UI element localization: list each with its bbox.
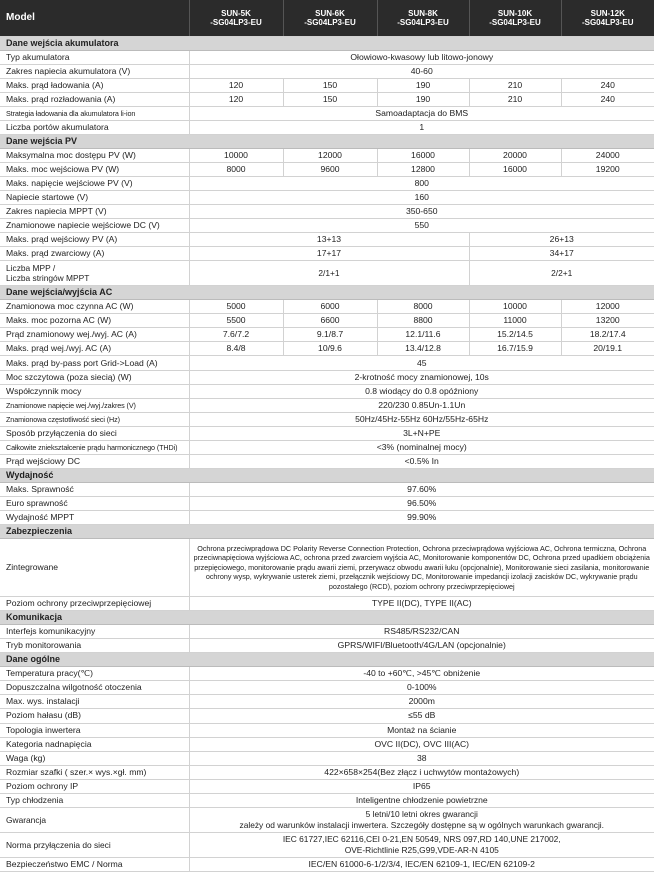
spec-label: Poziom ochrony IP bbox=[0, 779, 189, 793]
spec-value: 5500 bbox=[189, 314, 283, 328]
section-title: Komunikacja bbox=[0, 611, 654, 625]
spec-label: Liczba portów akumulatora bbox=[0, 120, 189, 134]
spec-label: Typ chłodzenia bbox=[0, 793, 189, 807]
spec-label: Prąd wejściowy DC bbox=[0, 454, 189, 468]
section-header-row bbox=[0, 36, 654, 50]
spec-row bbox=[0, 78, 654, 92]
spec-value: Samoadaptacja do BMS bbox=[189, 106, 654, 120]
spec-label: Zintegrowane bbox=[0, 539, 189, 597]
spec-value: 50Hz/45Hz-55Hz 60Hz/55Hz-65Hz bbox=[189, 412, 654, 426]
spec-label: Euro sprawność bbox=[0, 496, 189, 510]
spec-label: Strategia ładowania dla akumulatora li-ion bbox=[0, 106, 189, 120]
spec-value: 26+13 bbox=[469, 233, 654, 247]
spec-value: 2000m bbox=[189, 695, 654, 709]
spec-value: Ochrona przeciwprądowa DC Polarity Reverse Connection Protection, Ochrona przeciwprądowa wyjściowa AC, Ochrona termiczna, Ochrona przeciwnapięciowa wyjściowa AC, ochrona przed zwarciem wyjścia AC, Monitorowanie komponentów DC, Ochrona przed upadkiem obciążenia przepięciowego, monitorowanie prądu awarii ziemi, przerywacz obwodu awarii łuku (opcjonalnie), Monitorowanie sieci zasilania, monitorowanie ochrony wysp, wykrywanie usterek ziemi, przełącznik wejściowy DC, Monitorowanie impedancji izolacji zacisków DC, wykrywanie prądu pozostałego (RCD), poziom ochrony przeciwprzepięciowej bbox=[189, 539, 654, 597]
spec-row bbox=[0, 64, 654, 78]
spec-row bbox=[0, 737, 654, 751]
spec-row bbox=[0, 120, 654, 134]
spec-value: <3% (nominalnej mocy) bbox=[189, 440, 654, 454]
spec-label: Prąd znamionowy wej./wyj. AC (A) bbox=[0, 328, 189, 342]
spec-value: 6000 bbox=[283, 300, 377, 314]
spec-label: Interfejs komunikacyjny bbox=[0, 625, 189, 639]
spec-row bbox=[0, 162, 654, 176]
spec-row bbox=[0, 454, 654, 468]
spec-label: Współczynnik mocy bbox=[0, 384, 189, 398]
spec-value: 190 bbox=[377, 78, 469, 92]
section-header-row bbox=[0, 286, 654, 300]
model-column-header: SUN-10K -SG04LP3-EU bbox=[469, 0, 561, 36]
spec-value: 120 bbox=[189, 78, 283, 92]
spec-label: Dopuszczalna wilgotność otoczenia bbox=[0, 681, 189, 695]
section-header-row bbox=[0, 134, 654, 148]
spec-value: 16000 bbox=[377, 148, 469, 162]
spec-value: 10000 bbox=[469, 300, 561, 314]
spec-label: Temperatura pracy(℃) bbox=[0, 667, 189, 681]
spec-row bbox=[0, 176, 654, 190]
spec-row bbox=[0, 191, 654, 205]
section-title: Dane wejścia PV bbox=[0, 134, 654, 148]
spec-value: 20000 bbox=[469, 148, 561, 162]
spec-value: 2-krotność mocy znamionowej, 10s bbox=[189, 370, 654, 384]
spec-value: 8800 bbox=[377, 314, 469, 328]
spec-value: 240 bbox=[561, 78, 654, 92]
spec-row bbox=[0, 667, 654, 681]
spec-value: 18.2/17.4 bbox=[561, 328, 654, 342]
spec-row bbox=[0, 681, 654, 695]
spec-value: IEC 61727,IEC 62116,CEI 0-21,EN 50549, NRS 097,RD 140,UNE 217002, OVE-Richtlinie R25,G99,VDE-AR-N 4105 bbox=[189, 832, 654, 857]
spec-label: Zakres napiecia MPPT (V) bbox=[0, 205, 189, 219]
spec-value: 12000 bbox=[561, 300, 654, 314]
spec-value: IEC/EN 61000-6-1/2/3/4, IEC/EN 62109-1, IEC/EN 62109-2 bbox=[189, 857, 654, 871]
spec-row bbox=[0, 779, 654, 793]
spec-value: 5000 bbox=[189, 300, 283, 314]
spec-label: Kategoria nadnapięcia bbox=[0, 737, 189, 751]
section-header-row bbox=[0, 611, 654, 625]
spec-value: 15.2/14.5 bbox=[469, 328, 561, 342]
spec-value: 7.6/7.2 bbox=[189, 328, 283, 342]
spec-label: Poziom ochrony przeciwprzepięciowej bbox=[0, 597, 189, 611]
spec-row bbox=[0, 511, 654, 525]
spec-value: Montaż na ścianie bbox=[189, 723, 654, 737]
spec-value: 150 bbox=[283, 78, 377, 92]
spec-label: Maks. prąd by-pass port Grid->Load (A) bbox=[0, 356, 189, 370]
spec-label: Maks. prąd wejściowy PV (A) bbox=[0, 233, 189, 247]
section-title: Dane wejścia/wyjścia AC bbox=[0, 286, 654, 300]
spec-row bbox=[0, 92, 654, 106]
spec-value: 800 bbox=[189, 176, 654, 190]
spec-row bbox=[0, 723, 654, 737]
spec-label: Zakres napiecia akumulatora (V) bbox=[0, 64, 189, 78]
spec-row bbox=[0, 106, 654, 120]
spec-value: 8.4/8 bbox=[189, 342, 283, 356]
spec-row bbox=[0, 314, 654, 328]
spec-row bbox=[0, 148, 654, 162]
spec-label: Maksymalna moc dostępu PV (W) bbox=[0, 148, 189, 162]
spec-value: 12.1/11.6 bbox=[377, 328, 469, 342]
spec-row bbox=[0, 765, 654, 779]
spec-label: Maks. prąd ładowania (A) bbox=[0, 78, 189, 92]
spec-value: 12000 bbox=[283, 148, 377, 162]
spec-label: Znamionowe napięcie wej./wyj./zakres (V) bbox=[0, 398, 189, 412]
spec-value: 24000 bbox=[561, 148, 654, 162]
spec-row bbox=[0, 261, 654, 286]
spec-row bbox=[0, 233, 654, 247]
spec-row bbox=[0, 496, 654, 510]
spec-value: 210 bbox=[469, 92, 561, 106]
spec-value: 13.4/12.8 bbox=[377, 342, 469, 356]
spec-value: <0.5% In bbox=[189, 454, 654, 468]
spec-label: Całkowite zniekształcenie prądu harmonicznego (THDi) bbox=[0, 440, 189, 454]
spec-label: Maks. moc pozorna AC (W) bbox=[0, 314, 189, 328]
spec-row bbox=[0, 807, 654, 832]
spec-row bbox=[0, 370, 654, 384]
spec-value: 13+13 bbox=[189, 233, 469, 247]
header-row bbox=[0, 0, 654, 36]
spec-row bbox=[0, 384, 654, 398]
spec-row bbox=[0, 539, 654, 597]
spec-value: 11000 bbox=[469, 314, 561, 328]
spec-label: Maks. napięcie wejściowe PV (V) bbox=[0, 176, 189, 190]
spec-value: 13200 bbox=[561, 314, 654, 328]
spec-row bbox=[0, 832, 654, 857]
spec-label: Znamionowe napiecie wejściowe DC (V) bbox=[0, 219, 189, 233]
spec-value: 6600 bbox=[283, 314, 377, 328]
section-title: Zabezpieczenia bbox=[0, 525, 654, 539]
spec-label: Maks. prąd wej./wyj. AC (A) bbox=[0, 342, 189, 356]
spec-row bbox=[0, 342, 654, 356]
spec-row bbox=[0, 639, 654, 653]
spec-value: RS485/RS232/CAN bbox=[189, 625, 654, 639]
spec-row bbox=[0, 793, 654, 807]
spec-value: Ołowiowo-kwasowy lub litowo-jonowy bbox=[189, 50, 654, 64]
model-header: Model bbox=[0, 0, 189, 36]
spec-row bbox=[0, 426, 654, 440]
spec-value: 45 bbox=[189, 356, 654, 370]
spec-row bbox=[0, 440, 654, 454]
spec-value: 19200 bbox=[561, 162, 654, 176]
spec-value: 1 bbox=[189, 120, 654, 134]
section-header-row bbox=[0, 653, 654, 667]
spec-row bbox=[0, 247, 654, 261]
spec-row bbox=[0, 328, 654, 342]
spec-value: 40-60 bbox=[189, 64, 654, 78]
spec-value: 16.7/15.9 bbox=[469, 342, 561, 356]
spec-value: 0.8 wiodący do 0.8 opóźniony bbox=[189, 384, 654, 398]
spec-value: ≤55 dB bbox=[189, 709, 654, 723]
spec-value: 150 bbox=[283, 92, 377, 106]
spec-row bbox=[0, 356, 654, 370]
spec-row bbox=[0, 205, 654, 219]
spec-value: 99.90% bbox=[189, 511, 654, 525]
spec-row bbox=[0, 50, 654, 64]
spec-value: OVC II(DC), OVC III(AC) bbox=[189, 737, 654, 751]
spec-label: Tryb monitorowania bbox=[0, 639, 189, 653]
section-title: Wydajność bbox=[0, 468, 654, 482]
spec-value: 10000 bbox=[189, 148, 283, 162]
spec-row bbox=[0, 412, 654, 426]
spec-label: Gwarancja bbox=[0, 807, 189, 832]
spec-label: Wydajność MPPT bbox=[0, 511, 189, 525]
spec-value: 2/2+1 bbox=[469, 261, 654, 286]
spec-value: 9600 bbox=[283, 162, 377, 176]
spec-value: 2/1+1 bbox=[189, 261, 469, 286]
spec-value: 16000 bbox=[469, 162, 561, 176]
spec-value: Inteligentne chłodzenie powietrzne bbox=[189, 793, 654, 807]
section-title: Dane ogólne bbox=[0, 653, 654, 667]
model-column-header: SUN-12K -SG04LP3-EU bbox=[561, 0, 654, 36]
spec-value: TYPE II(DC), TYPE II(AC) bbox=[189, 597, 654, 611]
spec-value: -40 to +60℃, >45℃ obniżenie bbox=[189, 667, 654, 681]
spec-value: 240 bbox=[561, 92, 654, 106]
section-header-row bbox=[0, 525, 654, 539]
spec-label: Rozmiar szafki ( szer.× wys.×gł. mm) bbox=[0, 765, 189, 779]
spec-label: Maks. moc wejściowa PV (W) bbox=[0, 162, 189, 176]
spec-value: 20/19.1 bbox=[561, 342, 654, 356]
spec-row bbox=[0, 751, 654, 765]
model-column-header: SUN-6K -SG04LP3-EU bbox=[283, 0, 377, 36]
spec-value: 3L+N+PE bbox=[189, 426, 654, 440]
spec-value: IP65 bbox=[189, 779, 654, 793]
spec-value: 0-100% bbox=[189, 681, 654, 695]
spec-value: 120 bbox=[189, 92, 283, 106]
spec-row bbox=[0, 398, 654, 412]
spec-value: 96.50% bbox=[189, 496, 654, 510]
spec-row bbox=[0, 482, 654, 496]
model-column-header: SUN-5K -SG04LP3-EU bbox=[189, 0, 283, 36]
spec-value: 34+17 bbox=[469, 247, 654, 261]
spec-label: Maks. prąd rozładowania (A) bbox=[0, 92, 189, 106]
spec-label: Napiecie startowe (V) bbox=[0, 191, 189, 205]
spec-row bbox=[0, 300, 654, 314]
spec-row bbox=[0, 857, 654, 871]
spec-label: Maks. Sprawność bbox=[0, 482, 189, 496]
spec-label: Sposób przyłączenia do sieci bbox=[0, 426, 189, 440]
spec-value: 550 bbox=[189, 219, 654, 233]
spec-row bbox=[0, 597, 654, 611]
spec-value: 12800 bbox=[377, 162, 469, 176]
spec-label: Topologia inwertera bbox=[0, 723, 189, 737]
spec-value: 8000 bbox=[377, 300, 469, 314]
section-header-row bbox=[0, 468, 654, 482]
spec-row bbox=[0, 219, 654, 233]
spec-value: 9.1/8.7 bbox=[283, 328, 377, 342]
spec-row bbox=[0, 695, 654, 709]
spec-value: 350-650 bbox=[189, 205, 654, 219]
spec-label: Liczba MPP / Liczba stringów MPPT bbox=[0, 261, 189, 286]
spec-label: Poziom hałasu (dB) bbox=[0, 709, 189, 723]
spec-value: 220/230 0.85Un-1.1Un bbox=[189, 398, 654, 412]
spec-label: Maks. prąd zwarciowy (A) bbox=[0, 247, 189, 261]
spec-label: Norma przyłączenia do sieci bbox=[0, 832, 189, 857]
spec-label: Waga (kg) bbox=[0, 751, 189, 765]
spec-label: Moc szczytowa (poza siecią) (W) bbox=[0, 370, 189, 384]
spec-value: 160 bbox=[189, 191, 654, 205]
spec-value: 97.60% bbox=[189, 482, 654, 496]
model-column-header: SUN-8K -SG04LP3-EU bbox=[377, 0, 469, 36]
spec-value: 17+17 bbox=[189, 247, 469, 261]
spec-value: 210 bbox=[469, 78, 561, 92]
spec-row bbox=[0, 709, 654, 723]
spec-label: Znamionowa moc czynna AC (W) bbox=[0, 300, 189, 314]
spec-row bbox=[0, 625, 654, 639]
spec-value: 10/9.6 bbox=[283, 342, 377, 356]
spec-label: Max. wys. instalacji bbox=[0, 695, 189, 709]
spec-value: 38 bbox=[189, 751, 654, 765]
spec-label: Znamionowa częstotliwość sieci (Hz) bbox=[0, 412, 189, 426]
section-title: Dane wejścia akumulatora bbox=[0, 36, 654, 50]
spec-value: 5 letni/10 letni okres gwarancji zależy od warunków instalacji inwertera. Szczegóły dostępne są w ogólnych warunkach gwarancji. bbox=[189, 807, 654, 832]
spec-label: Bezpieczeństwo EMC / Norma bbox=[0, 857, 189, 871]
spec-value: GPRS/WIFI/Bluetooth/4G/LAN (opcjonalnie) bbox=[189, 639, 654, 653]
spec-value: 422×658×254(Bez złącz i uchwytów montażowych) bbox=[189, 765, 654, 779]
spec-value: 190 bbox=[377, 92, 469, 106]
spec-value: 8000 bbox=[189, 162, 283, 176]
spec-label: Typ akumulatora bbox=[0, 50, 189, 64]
